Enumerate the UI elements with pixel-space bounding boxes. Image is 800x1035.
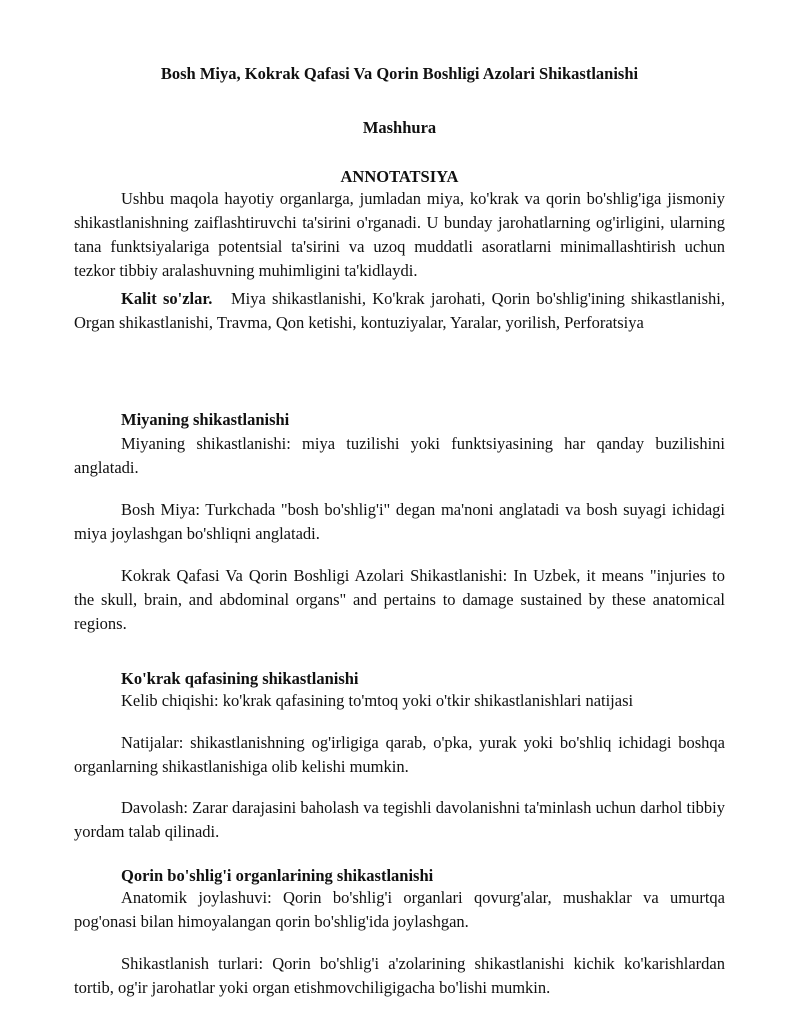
section-paragraph: Natijalar: shikastlanishning og'irligiga qarab, o'pka, yurak yoki bo'shliq ichidagi boshqa organlarning shikastlanishiga olib kelishi mumkin.	[74, 733, 725, 776]
section-paragraph: Anatomik joylashuvi: Qorin bo'shlig'i organlari qovurg'alar, mushaklar va umurtqa pog'onasi bilan himoyalangan qorin bo'shlig'ida joylashgan.	[74, 888, 725, 931]
keywords-label: Kalit so'zlar.	[121, 289, 213, 308]
section-heading: Ko'krak qafasining shikastlanishi	[121, 669, 359, 688]
section-paragraph: Davolash: Zarar darajasini baholash va tegishli davolanishni ta'minlash uchun darhol tibbiy yordam talab qilinadi.	[74, 798, 725, 841]
section-heading: Qorin bo'shlig'i organlarining shikastlanishi	[121, 866, 434, 885]
paper-title: Bosh Miya, Kokrak Qafasi Va Qorin Boshligi Azolari Shikastlanishi	[160, 64, 639, 83]
section-paragraph: Kelib chiqishi: ko'krak qafasining to'mtoq yoki o'tkir shikastlanishlari natijasi	[121, 691, 634, 710]
keywords-text: Miya shikastlanishi, Ko'krak jarohati, Qorin bo'shlig'ining shikastlanishi, Organ shikastlanishi, Travma, Qon ketishi, kontuziyalar, Yaralar, yorilish, Perforatsiya	[74, 289, 725, 332]
section-paragraph: Shikastlanish turlari: Qorin bo'shlig'i a'zolarining shikastlanishi kichik ko'karishlardan tortib, og'ir jarohatlar yoki organ etishmovchiligigacha bo'lishi mumkin.	[74, 954, 725, 997]
keywords-paragraph	[74, 287, 725, 335]
abstract-paragraph: Ushbu maqola hayotiy organlarga, jumladan miya, ko'krak va qorin bo'shlig'iga jismoniy shikastlanishning zaiflashtiruvchi ta'sirini o'rganadi. U bunday jarohatlarning og'irligini, ularning tana funktsiyalariga potentsial ta'sirini va uzoq muddatli asoratlarni minimallashtirish uchun tezkor tibbiy aralashuvning muhimligini ta'kidlaydi.	[74, 189, 725, 280]
paper-author: Mashhura	[362, 118, 437, 137]
section-paragraph: Kokrak Qafasi Va Qorin Boshligi Azolari Shikastlanishi: In Uzbek, it means "injuries to the skull, brain, and abdominal organs" and pertains to damage sustained by these anatomical regions.	[74, 566, 725, 633]
abstract-heading: ANNOTATSIYA	[340, 167, 459, 186]
section-paragraph: Miyaning shikastlanishi: miya tuzilishi yoki funktsiyasining har qanday buzilishini anglatadi.	[74, 434, 725, 477]
section-paragraph: Bosh Miya: Turkchada "bosh bo'shlig'i" degan ma'noni anglatadi va bosh suyagi ichidagi miya joylashgan bo'shliqni anglatadi.	[74, 500, 725, 543]
section-heading: Miyaning shikastlanishi	[121, 410, 290, 429]
